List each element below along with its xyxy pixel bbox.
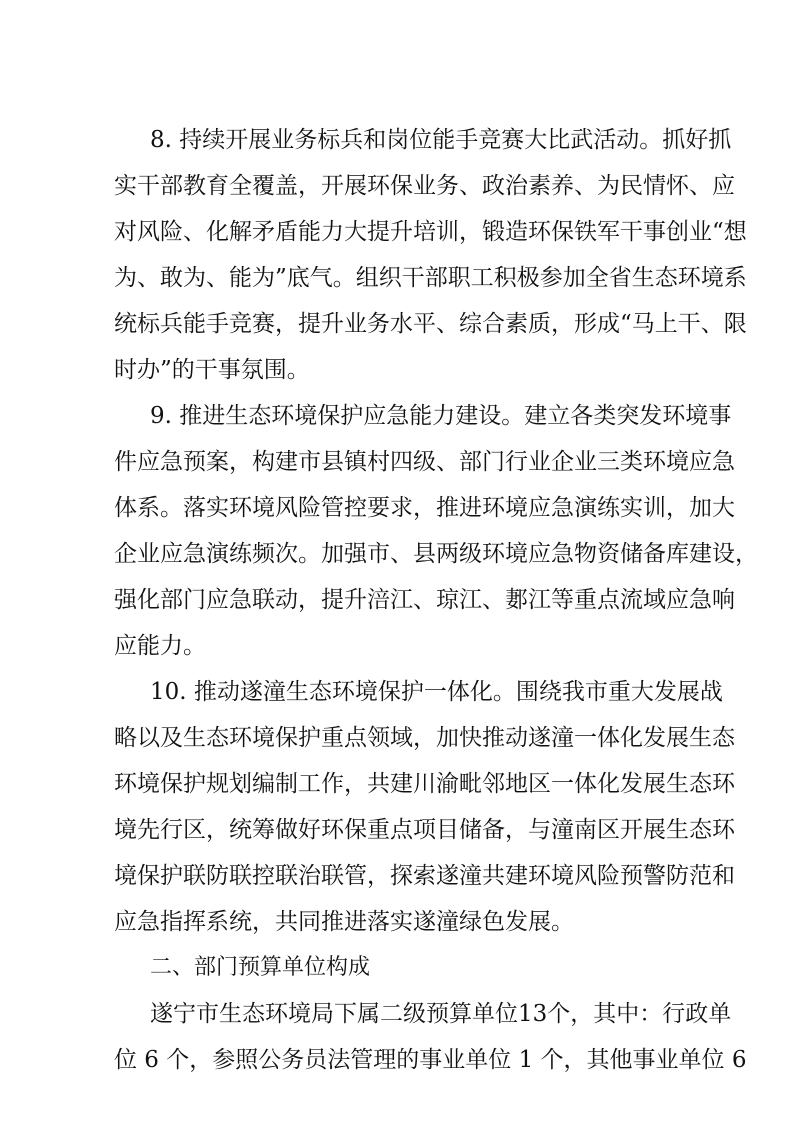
paragraph-10-line-3: 环境保护规划编制工作，共建川渝毗邻地区一体化发展生态环 bbox=[114, 771, 735, 797]
final-paragraph-line-1: 遂宁市生态环境局下属二级预算单位13个，其中：行政单 bbox=[150, 1001, 732, 1027]
paragraph-10-line-4: 境先行区，统筹做好环保重点项目储备，与潼南区开展生态环 bbox=[114, 817, 735, 843]
paragraph-10-line-6: 应急指挥系统，共同推进落实遂潼绿色发展。 bbox=[114, 909, 574, 935]
paragraph-9-line-4: 企业应急演练频次。加强市、县两级环境应急物资储备库建设， bbox=[114, 541, 758, 567]
paragraph-9-line-6: 应能力。 bbox=[114, 633, 206, 659]
paragraph-10-line-5: 境保护联防联控联治联管，探索遂潼共建环境风险预警防范和 bbox=[114, 863, 735, 889]
paragraph-8-line-5: 统标兵能手竞赛，提升业务水平、综合素质，形成“马上干、限 bbox=[114, 311, 747, 337]
paragraph-10-line-1: 10. 推动遂潼生态环境保护一体化。围绕我市重大发展战 bbox=[150, 679, 723, 705]
final-paragraph-line-2: 位 6 个，参照公务员法管理的事业单位 1 个，其他事业单位 6 bbox=[114, 1047, 747, 1073]
section-heading: 二、部门预算单位构成 bbox=[150, 955, 371, 980]
paragraph-9-line-1: 9. 推进生态环境保护应急能力建设。建立各类突发环境事 bbox=[150, 403, 732, 429]
paragraph-9-line-5: 强化部门应急联动，提升涪江、琼江、郪江等重点流域应急响 bbox=[114, 587, 735, 613]
paragraph-10-line-2: 略以及生态环境保护重点领域，加快推动遂潼一体化发展生态 bbox=[114, 725, 735, 751]
paragraph-8-line-2: 实干部教育全覆盖，开展环保业务、政治素养、为民情怀、应 bbox=[114, 173, 735, 199]
paragraph-9-line-3: 体系。落实环境风险管控要求，推进环境应急演练实训，加大 bbox=[114, 495, 735, 521]
paragraph-8-line-4: 为、敢为、能为”底气。组织干部职工积极参加全省生态环境系 bbox=[114, 265, 747, 291]
paragraph-8-line-3: 对风险、化解矛盾能力大提升培训，锻造环保铁军干事创业“想 bbox=[114, 219, 747, 245]
paragraph-9-line-2: 件应急预案，构建市县镇村四级、部门行业企业三类环境应急 bbox=[114, 449, 735, 475]
paragraph-8-line-6: 时办”的干事氛围。 bbox=[114, 357, 310, 383]
paragraph-8-line-1: 8. 持续开展业务标兵和岗位能手竞赛大比武活动。抓好抓 bbox=[150, 127, 732, 153]
